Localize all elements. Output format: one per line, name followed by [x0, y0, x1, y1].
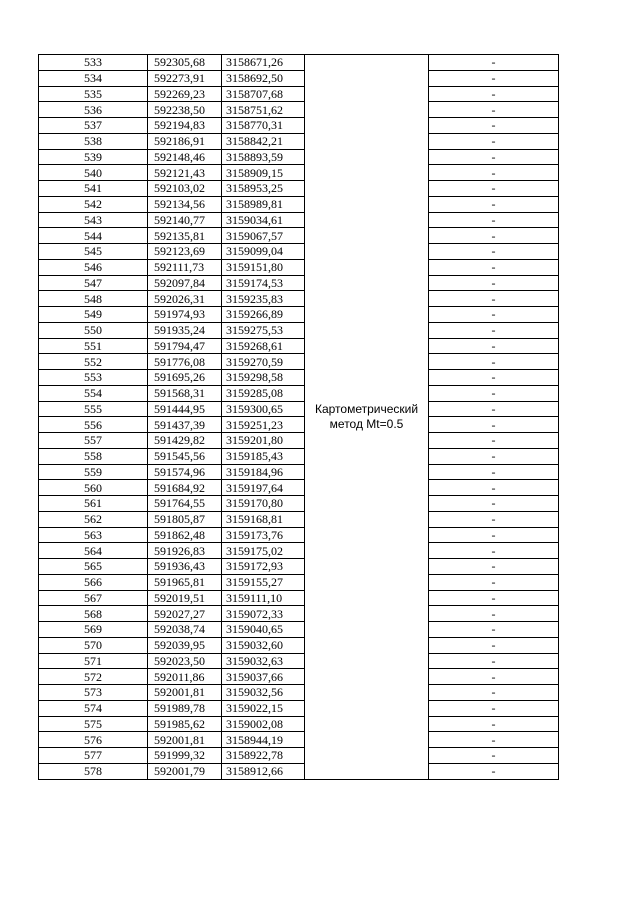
x-coordinate-cell: 591437,39	[148, 417, 222, 433]
point-number-cell: 572	[39, 669, 148, 685]
x-coordinate-cell: 592140,77	[148, 212, 222, 228]
table-row	[39, 559, 559, 575]
table-row	[39, 685, 559, 701]
point-number-cell: 544	[39, 228, 148, 244]
error-cell: -	[429, 291, 559, 307]
x-coordinate-cell: 592038,74	[148, 622, 222, 638]
table-row	[39, 669, 559, 685]
y-coordinate-cell: 3159032,63	[222, 653, 305, 669]
y-coordinate-cell: 3159184,96	[222, 464, 305, 480]
y-coordinate-cell: 3159172,93	[222, 559, 305, 575]
point-number-cell: 539	[39, 149, 148, 165]
x-coordinate-cell: 592011,86	[148, 669, 222, 685]
x-coordinate-cell: 592111,73	[148, 259, 222, 275]
y-coordinate-cell: 3158989,81	[222, 196, 305, 212]
error-cell: -	[429, 244, 559, 260]
x-coordinate-cell: 591776,08	[148, 354, 222, 370]
table-row	[39, 748, 559, 764]
y-coordinate-cell: 3158770,31	[222, 118, 305, 134]
x-coordinate-cell: 591764,55	[148, 496, 222, 512]
x-coordinate-cell: 591989,78	[148, 700, 222, 716]
x-coordinate-cell: 591568,31	[148, 385, 222, 401]
table-row	[39, 590, 559, 606]
error-cell: -	[429, 590, 559, 606]
point-number-cell: 562	[39, 511, 148, 527]
table-row	[39, 118, 559, 134]
y-coordinate-cell: 3158912,66	[222, 763, 305, 779]
point-number-cell: 576	[39, 732, 148, 748]
y-coordinate-cell: 3159201,80	[222, 433, 305, 449]
error-cell: -	[429, 196, 559, 212]
table-row	[39, 574, 559, 590]
x-coordinate-cell: 592148,46	[148, 149, 222, 165]
point-number-cell: 549	[39, 307, 148, 323]
error-cell: -	[429, 370, 559, 386]
error-cell: -	[429, 70, 559, 86]
table-row	[39, 86, 559, 102]
y-coordinate-cell: 3158944,19	[222, 732, 305, 748]
point-number-cell: 568	[39, 606, 148, 622]
error-cell: -	[429, 448, 559, 464]
point-number-cell: 554	[39, 385, 148, 401]
x-coordinate-cell: 591545,56	[148, 448, 222, 464]
error-cell: -	[429, 543, 559, 559]
y-coordinate-cell: 3159111,10	[222, 590, 305, 606]
x-coordinate-cell: 592097,84	[148, 275, 222, 291]
point-number-cell: 540	[39, 165, 148, 181]
x-coordinate-cell: 592026,31	[148, 291, 222, 307]
point-number-cell: 546	[39, 259, 148, 275]
x-coordinate-cell: 592134,56	[148, 196, 222, 212]
y-coordinate-cell: 3159067,57	[222, 228, 305, 244]
point-number-cell: 535	[39, 86, 148, 102]
table-row	[39, 496, 559, 512]
error-cell: -	[429, 55, 559, 71]
point-number-cell: 565	[39, 559, 148, 575]
table-row	[39, 448, 559, 464]
x-coordinate-cell: 592135,81	[148, 228, 222, 244]
point-number-cell: 578	[39, 763, 148, 779]
error-cell: -	[429, 401, 559, 417]
table-row	[39, 70, 559, 86]
x-coordinate-cell: 592027,27	[148, 606, 222, 622]
y-coordinate-cell: 3159266,89	[222, 307, 305, 323]
y-coordinate-cell: 3159032,56	[222, 685, 305, 701]
error-cell: -	[429, 433, 559, 449]
y-coordinate-cell: 3159185,43	[222, 448, 305, 464]
y-coordinate-cell: 3158893,59	[222, 149, 305, 165]
error-cell: -	[429, 149, 559, 165]
point-number-cell: 558	[39, 448, 148, 464]
error-cell: -	[429, 653, 559, 669]
x-coordinate-cell: 591965,81	[148, 574, 222, 590]
x-coordinate-cell: 592001,81	[148, 732, 222, 748]
error-cell: -	[429, 748, 559, 764]
error-cell: -	[429, 527, 559, 543]
point-number-cell: 537	[39, 118, 148, 134]
coordinates-table-body	[39, 55, 559, 780]
point-number-cell: 547	[39, 275, 148, 291]
point-number-cell: 560	[39, 480, 148, 496]
x-coordinate-cell: 591444,95	[148, 401, 222, 417]
x-coordinate-cell: 592238,50	[148, 102, 222, 118]
table-row	[39, 165, 559, 181]
table-row	[39, 275, 559, 291]
error-cell: -	[429, 259, 559, 275]
coordinates-table	[38, 54, 559, 780]
table-row	[39, 149, 559, 165]
point-number-cell: 553	[39, 370, 148, 386]
x-coordinate-cell: 591695,26	[148, 370, 222, 386]
x-coordinate-cell: 591985,62	[148, 716, 222, 732]
x-coordinate-cell: 591805,87	[148, 511, 222, 527]
x-coordinate-cell: 591935,24	[148, 322, 222, 338]
table-row	[39, 102, 559, 118]
x-coordinate-cell: 592269,23	[148, 86, 222, 102]
error-cell: -	[429, 669, 559, 685]
error-cell: -	[429, 685, 559, 701]
error-cell: -	[429, 165, 559, 181]
error-cell: -	[429, 763, 559, 779]
table-row	[39, 307, 559, 323]
table-row	[39, 653, 559, 669]
x-coordinate-cell: 592123,69	[148, 244, 222, 260]
table-row	[39, 622, 559, 638]
y-coordinate-cell: 3159197,64	[222, 480, 305, 496]
point-number-cell: 551	[39, 338, 148, 354]
x-coordinate-cell: 592019,51	[148, 590, 222, 606]
table-row	[39, 55, 559, 71]
table-row	[39, 322, 559, 338]
error-cell: -	[429, 464, 559, 480]
point-number-cell: 556	[39, 417, 148, 433]
x-coordinate-cell: 592273,91	[148, 70, 222, 86]
point-number-cell: 542	[39, 196, 148, 212]
table-row	[39, 228, 559, 244]
table-row	[39, 637, 559, 653]
table-row	[39, 133, 559, 149]
y-coordinate-cell: 3159174,53	[222, 275, 305, 291]
x-coordinate-cell: 592194,83	[148, 118, 222, 134]
error-cell: -	[429, 511, 559, 527]
x-coordinate-cell: 591926,83	[148, 543, 222, 559]
error-cell: -	[429, 307, 559, 323]
table-row	[39, 700, 559, 716]
point-number-cell: 566	[39, 574, 148, 590]
point-number-cell: 567	[39, 590, 148, 606]
x-coordinate-cell: 591684,92	[148, 480, 222, 496]
error-cell: -	[429, 417, 559, 433]
y-coordinate-cell: 3159034,61	[222, 212, 305, 228]
point-number-cell: 541	[39, 181, 148, 197]
error-cell: -	[429, 385, 559, 401]
table-row	[39, 212, 559, 228]
table-row	[39, 401, 559, 417]
table-row	[39, 244, 559, 260]
table-row	[39, 527, 559, 543]
error-cell: -	[429, 322, 559, 338]
point-number-cell: 561	[39, 496, 148, 512]
table-row	[39, 732, 559, 748]
table-row	[39, 763, 559, 779]
point-number-cell: 533	[39, 55, 148, 71]
table-row	[39, 464, 559, 480]
y-coordinate-cell: 3159270,59	[222, 354, 305, 370]
y-coordinate-cell: 3158751,62	[222, 102, 305, 118]
y-coordinate-cell: 3159235,83	[222, 291, 305, 307]
point-number-cell: 552	[39, 354, 148, 370]
point-number-cell: 564	[39, 543, 148, 559]
error-cell: -	[429, 133, 559, 149]
error-cell: -	[429, 574, 559, 590]
y-coordinate-cell: 3159099,04	[222, 244, 305, 260]
x-coordinate-cell: 591574,96	[148, 464, 222, 480]
point-number-cell: 577	[39, 748, 148, 764]
error-cell: -	[429, 181, 559, 197]
x-coordinate-cell: 592039,95	[148, 637, 222, 653]
y-coordinate-cell: 3159022,15	[222, 700, 305, 716]
x-coordinate-cell: 591999,32	[148, 748, 222, 764]
x-coordinate-cell: 592023,50	[148, 653, 222, 669]
y-coordinate-cell: 3159151,80	[222, 259, 305, 275]
point-number-cell: 548	[39, 291, 148, 307]
table-row	[39, 370, 559, 386]
table-row	[39, 385, 559, 401]
error-cell: -	[429, 102, 559, 118]
x-coordinate-cell: 592001,81	[148, 685, 222, 701]
point-number-cell: 538	[39, 133, 148, 149]
error-cell: -	[429, 338, 559, 354]
point-number-cell: 569	[39, 622, 148, 638]
point-number-cell: 545	[39, 244, 148, 260]
error-cell: -	[429, 228, 559, 244]
y-coordinate-cell: 3159170,80	[222, 496, 305, 512]
x-coordinate-cell: 591429,82	[148, 433, 222, 449]
method-cell: Картометрический метод Mt=0.5	[305, 55, 429, 780]
point-number-cell: 534	[39, 70, 148, 86]
error-cell: -	[429, 622, 559, 638]
y-coordinate-cell: 3159285,08	[222, 385, 305, 401]
y-coordinate-cell: 3159173,76	[222, 527, 305, 543]
x-coordinate-cell: 591974,93	[148, 307, 222, 323]
table-row	[39, 543, 559, 559]
table-row	[39, 511, 559, 527]
point-number-cell: 557	[39, 433, 148, 449]
point-number-cell: 570	[39, 637, 148, 653]
table-row	[39, 291, 559, 307]
table-row	[39, 181, 559, 197]
y-coordinate-cell: 3158692,50	[222, 70, 305, 86]
x-coordinate-cell: 592305,68	[148, 55, 222, 71]
point-number-cell: 550	[39, 322, 148, 338]
error-cell: -	[429, 480, 559, 496]
error-cell: -	[429, 212, 559, 228]
y-coordinate-cell: 3158909,15	[222, 165, 305, 181]
y-coordinate-cell: 3158707,68	[222, 86, 305, 102]
y-coordinate-cell: 3159275,53	[222, 322, 305, 338]
point-number-cell: 573	[39, 685, 148, 701]
y-coordinate-cell: 3159168,81	[222, 511, 305, 527]
point-number-cell: 543	[39, 212, 148, 228]
error-cell: -	[429, 637, 559, 653]
y-coordinate-cell: 3159155,27	[222, 574, 305, 590]
y-coordinate-cell: 3159037,66	[222, 669, 305, 685]
x-coordinate-cell: 592121,43	[148, 165, 222, 181]
error-cell: -	[429, 700, 559, 716]
error-cell: -	[429, 732, 559, 748]
x-coordinate-cell: 592186,91	[148, 133, 222, 149]
table-row	[39, 196, 559, 212]
y-coordinate-cell: 3158671,26	[222, 55, 305, 71]
point-number-cell: 575	[39, 716, 148, 732]
point-number-cell: 571	[39, 653, 148, 669]
y-coordinate-cell: 3159040,65	[222, 622, 305, 638]
x-coordinate-cell: 591862,48	[148, 527, 222, 543]
y-coordinate-cell: 3159300,65	[222, 401, 305, 417]
y-coordinate-cell: 3159002,08	[222, 716, 305, 732]
error-cell: -	[429, 354, 559, 370]
error-cell: -	[429, 496, 559, 512]
x-coordinate-cell: 591794,47	[148, 338, 222, 354]
table-row	[39, 480, 559, 496]
error-cell: -	[429, 559, 559, 575]
y-coordinate-cell: 3158922,78	[222, 748, 305, 764]
x-coordinate-cell: 591936,43	[148, 559, 222, 575]
error-cell: -	[429, 275, 559, 291]
table-row	[39, 716, 559, 732]
y-coordinate-cell: 3158953,25	[222, 181, 305, 197]
y-coordinate-cell: 3159251,23	[222, 417, 305, 433]
table-row	[39, 417, 559, 433]
y-coordinate-cell: 3159268,61	[222, 338, 305, 354]
y-coordinate-cell: 3159072,33	[222, 606, 305, 622]
x-coordinate-cell: 592103,02	[148, 181, 222, 197]
point-number-cell: 563	[39, 527, 148, 543]
y-coordinate-cell: 3158842,21	[222, 133, 305, 149]
point-number-cell: 574	[39, 700, 148, 716]
table-row	[39, 338, 559, 354]
table-row	[39, 433, 559, 449]
table-row	[39, 354, 559, 370]
y-coordinate-cell: 3159298,58	[222, 370, 305, 386]
point-number-cell: 536	[39, 102, 148, 118]
error-cell: -	[429, 606, 559, 622]
error-cell: -	[429, 86, 559, 102]
y-coordinate-cell: 3159032,60	[222, 637, 305, 653]
error-cell: -	[429, 716, 559, 732]
table-row	[39, 259, 559, 275]
table-row	[39, 606, 559, 622]
x-coordinate-cell: 592001,79	[148, 763, 222, 779]
point-number-cell: 555	[39, 401, 148, 417]
y-coordinate-cell: 3159175,02	[222, 543, 305, 559]
error-cell: -	[429, 118, 559, 134]
point-number-cell: 559	[39, 464, 148, 480]
